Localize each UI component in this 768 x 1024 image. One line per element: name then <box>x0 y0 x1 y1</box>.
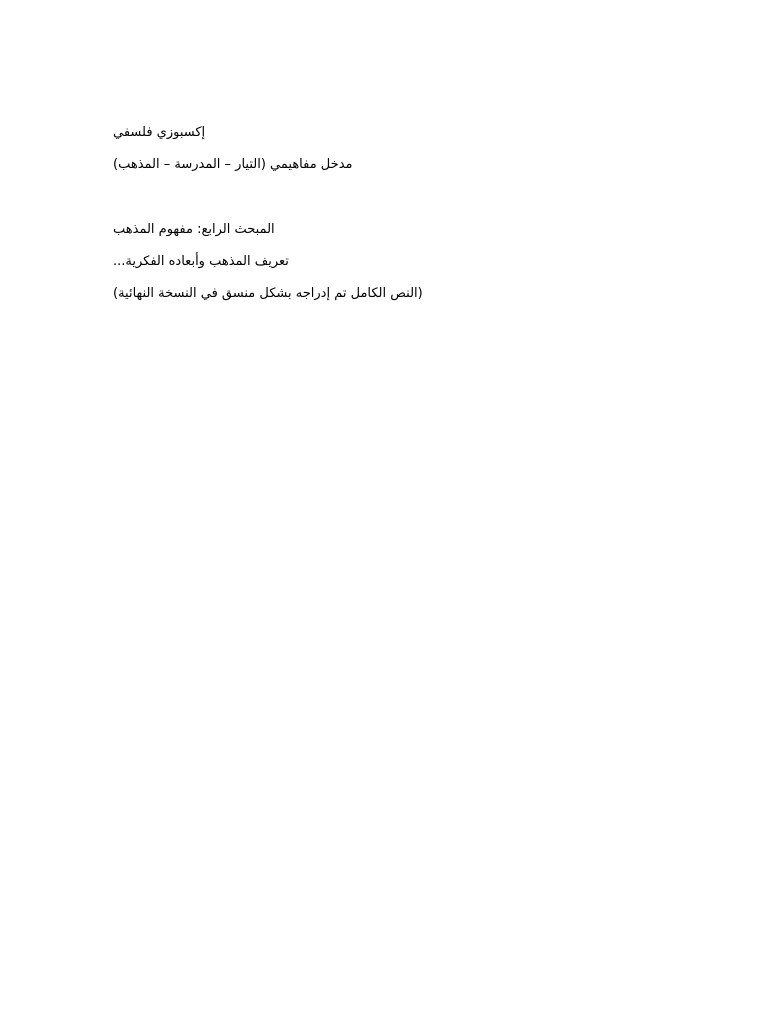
section-intro: تعريف المذهب وأبعاده الفكرية... <box>113 254 289 269</box>
document-title: إكسبوزي فلسفي <box>113 125 206 140</box>
section-heading: المبحث الرابع: مفهوم المذهب <box>113 222 275 237</box>
document-subtitle: مدخل مفاهيمي (التيار – المدرسة – المذهب) <box>113 157 353 172</box>
editorial-note: (النص الكامل تم إدراجه بشكل منسق في النسخة النهائية) <box>113 286 423 301</box>
